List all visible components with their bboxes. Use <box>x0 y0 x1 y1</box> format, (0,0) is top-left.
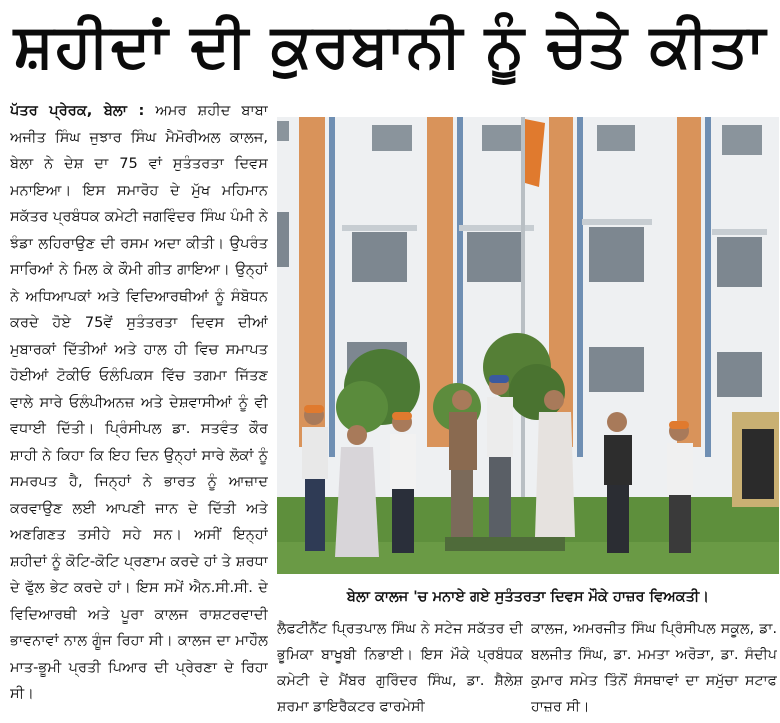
headline: ਸ਼ਹੀਦਾਂ ਦੀ ਕੁਰਬਾਨੀ ਨੂੰ ਚੇਤੇ ਕੀਤਾ <box>13 11 767 81</box>
dateline: ਪੱਤਰ ਪ੍ਰੇਰਕ, ਬੇਲਾ : <box>10 102 145 119</box>
article-body-1: ਅਮਰ ਸ਼ਹੀਦ ਬਾਬਾ ਅਜੀਤ ਸਿੰਘ ਜੁਝਾਰ ਸਿੰਘ ਮੈਮੋਰੀਅਲ ਕਾਲਜ, ਬੇਲਾ ਨੇ ਦੇਸ਼ ਦਾ 75 ਵਾਂ ਸੁਤੰਤਰਤਾ ਦਿਵਸ ਮਨਾਇਆ। ਇਸ ਸਮਾਰੋਹ ਦੇ ਮੁੱਖ ਮਹਿਮਾਨ ਸਕੱਤਰ ਪ੍ਰਬੰਧਕ ਕਮੇਟੀ ਜਗਵਿੰਦਰ ਸਿੰਘ ਪੰਮੀ ਨੇ ਝੰਡਾ ਲਹਿਰਾਉਣ ਦੀ ਰਸਮ ਅਦਾ ਕੀਤੀ। ਉਪਰੰਤ ਸਾਰਿਆਂ ਨੇ ਮਿਲ ਕੇ ਕੌਮੀ ਗੀਤ ਗਾਇਆ। ਉਨ੍ਹਾਂ ਨੇ ਅਧਿਆਪਕਾਂ ਅਤੇ ਵਿਦਿਆਰਥੀਆਂ ਨੂੰ ਸੰਬੋਧਨ ਕਰਦੇ ਹੋਏ 75ਵੇਂ ਸੁਤੰਤਰਤਾ ਦਿਵਸ ਦੀਆਂ ਮੁਬਾਰਕਾਂ ਦਿੱਤੀਆਂ ਅਤੇ ਹਾਲ ਹੀ ਵਿਚ ਸਮਾਪਤ ਹੋਈਆਂ ਟੋਕੀਓ ਓਲੰਪਿਕਸ ਵਿੱਚ ਤਗਮਾ ਜਿੱਤਣ ਵਾਲੇ ਸਾਰੇ ਓਲੰਪੀਅਨਜ਼ ਅਤੇ ਦੇਸ਼ਵਾਸੀਆਂ ਨੂੰ ਵੀ ਵਧਾਈ ਦਿੱਤੀ। ਪ੍ਰਿੰਸੀਪਲ ਡਾ. ਸਤਵੰਤ ਕੌਰ ਸ਼ਾਹੀ ਨੇ ਕਿਹਾ ਕਿ ਇਹ ਦਿਨ ਉਨ੍ਹਾਂ ਸਾਰੇ ਲੋਕਾਂ ਨੂੰ ਸਮਰਪਤ ਹੈ, ਜਿਨ੍ਹਾਂ ਨੇ ਭਾਰਤ ਨੂੰ ਆਜ਼ਾਦ ਕਰਵਾਉਣ ਲਈ ਆਪਣੀ ਜਾਨ ਦੇ ਦਿੱਤੀ ਅਤੇ ਅਣਗਿਣਤ ਤਸੀਹੇ ਸਹੇ ਸਨ। ਅਸੀਂ ਇਨ੍ਹਾਂ ਸ਼ਹੀਦਾਂ ਨੂੰ ਕੋਟਿ-ਕੋਟਿ ਪ੍ਰਣਾਮ ਕਰਦੇ ਹਾਂ ਤੇ ਸ਼ਰਧਾ ਦੇ ਫੁੱਲ ਭੇਟ ਕਰਦੇ ਹਾਂ। ਇਸ ਸਮੇਂ ਐਨ.ਸੀ.ਸੀ. ਦੇ ਵਿਦਿਆਰਥੀ ਅਤੇ ਪੂਰਾ ਕਾਲਜ ਰਾਸ਼ਟਰਵਾਦੀ ਭਾਵਨਾਵਾਂ ਨਾਲ ਗੂੰਜ ਰਿਹਾ ਸੀ। ਕਾਲਜ ਦਾ ਮਾਹੌਲ ਮਾਤ-ਭੂਮੀ ਪ੍ਰਤੀ ਪਿਆਰ ਦੀ ਪ੍ਰੇਰਣਾ ਦੇ ਰਿਹਾ ਸੀ। <box>10 102 268 702</box>
photo-illustration <box>277 117 779 574</box>
article-column-3: ਕਾਲਜ, ਅਮਰਜੀਤ ਸਿੰਘ ਪ੍ਰਿੰਸੀਪਲ ਸਕੂਲ, ਡਾ. ਬਲਜੀਤ ਸਿੰਘ, ਡਾ. ਮਮਤਾ ਅਰੋੜਾ, ਡਾ. ਸੰਦੀਪ ਕੁਮਾਰ ਸਮੇਤ ਤਿੰਨੋਂ ਸੰਸਥਾਵਾਂ ਦਾ ਸਮੁੱਚਾ ਸਟਾਫ ਹਾਜ਼ਰ ਸੀ। <box>531 621 777 715</box>
article-column-1 <box>10 98 268 720</box>
photo-caption: ਬੇਲਾ ਕਾਲਜ 'ਚ ਮਨਾਏ ਗਏ ਸੁਤੰਤਰਤਾ ਦਿਵਸ ਮੌਕੇ ਹਾਜ਼ਰ ਵਿਅਕਤੀ। <box>346 589 710 605</box>
news-photo <box>277 117 779 574</box>
article-column-2: ਲੈਫਟੀਨੈਂਟ ਪ੍ਰਿਤਪਾਲ ਸਿੰਘ ਨੇ ਸਟੇਜ ਸਕੱਤਰ ਦੀ ਭੂਮਿਕਾ ਬਾਖੂਬੀ ਨਿਭਾਈ। ਇਸ ਮੌਕੇ ਪ੍ਰਬੰਧਕ ਕਮੇਟੀ ਦੇ ਮੈਂਬਰ ਗੁਰਿੰਦਰ ਸਿੰਘ, ਡਾ. ਸ਼ੈਲੇਸ਼ ਸ਼ਰਮਾ ਡਾਇਰੈਕਟਰ ਫਾਰਮੇਸੀ <box>277 621 523 715</box>
